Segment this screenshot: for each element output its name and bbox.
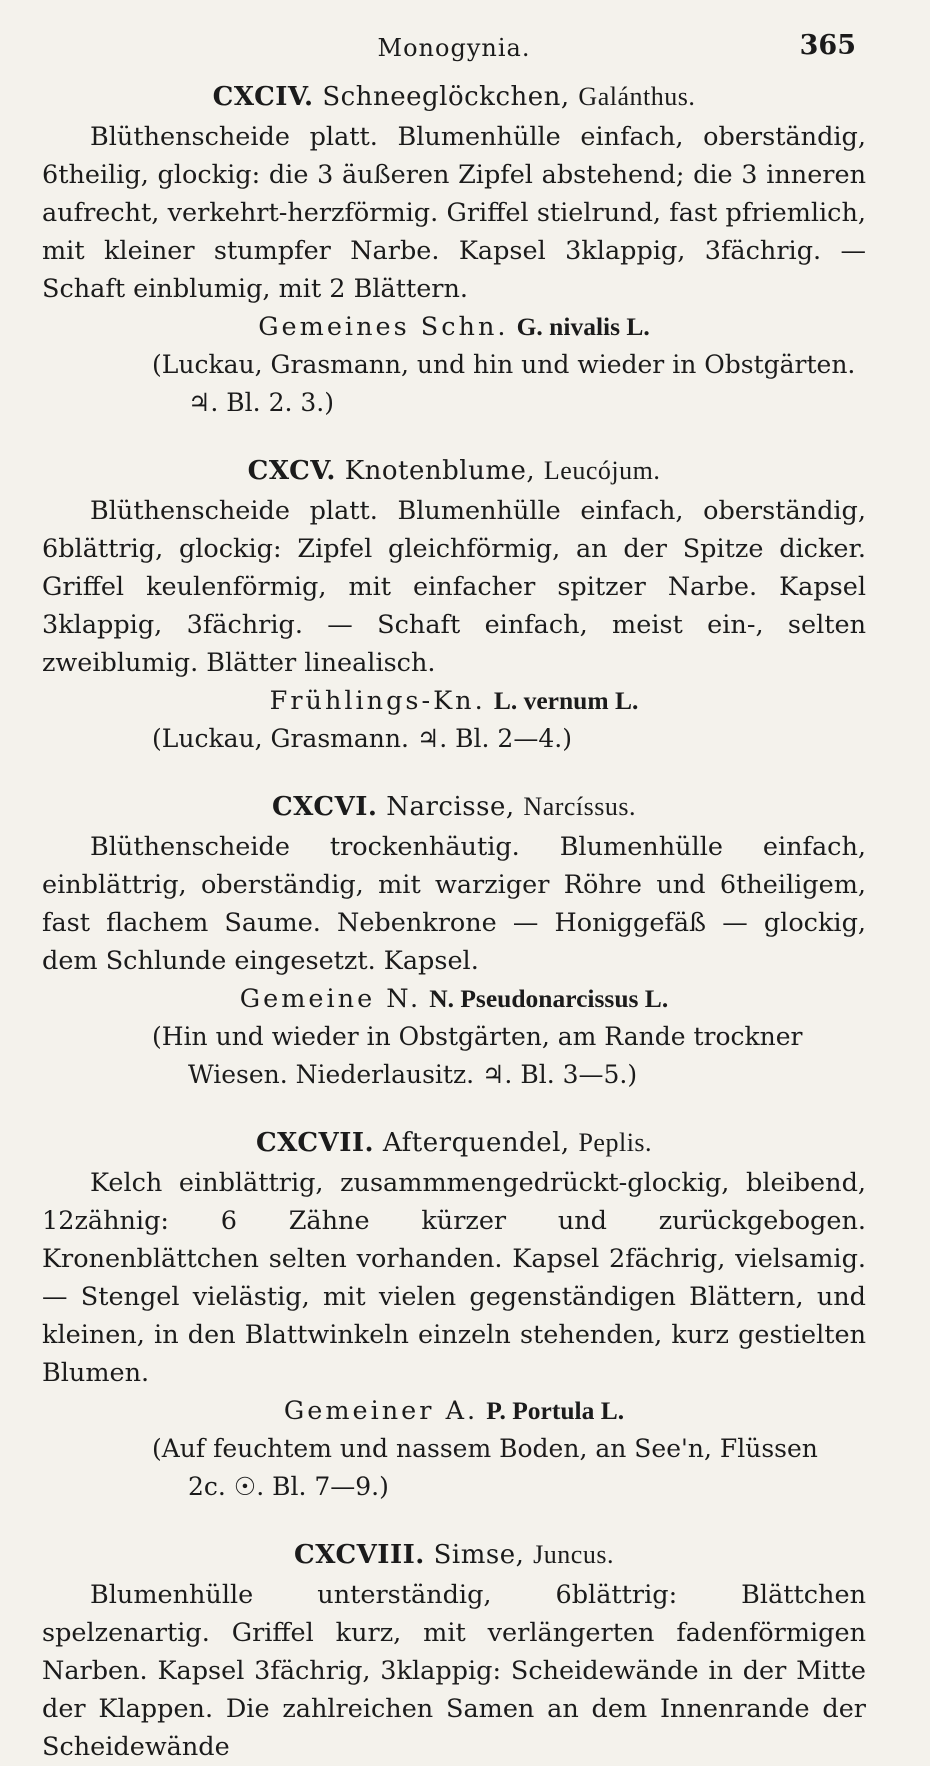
genus-german-name: Schneeglöckchen, <box>322 82 570 112</box>
genus-description: Blumenhülle unterständig, 6blättrig: Blättchen spelzenartig. Griffel kurz, mit verlängerten fadenförmigen Narben. Kapsel 3fächrig, 3klappig: Scheidewände in der Mitte der Klappen. Die zahlreichen Samen an dem Innenrande der Scheidewände <box>42 1580 866 1762</box>
genus-description: Blüthenscheide trockenhäutig. Blumenhülle einfach, einblättrig, oberständig, mit warziger Röhre und 6theiligem, fast flachem Saume. Nebenkrone — Honiggefäß — glockig, dem Schlunde eingesetzt. Kapsel. <box>42 832 866 976</box>
species-note: (Luckau, Grasmann. ♃. Bl. 2—4.) <box>152 724 572 753</box>
genus-heading <box>42 452 866 490</box>
page-body <box>42 78 866 1766</box>
species-german-name: Gemeiner A. <box>283 1396 479 1426</box>
species-latin-name: G. nivalis L. <box>516 312 650 341</box>
genus-latin-name: Peplis. <box>578 1128 653 1157</box>
genus-german-name: Knotenblume, <box>344 456 536 486</box>
genus-entry <box>42 78 866 422</box>
genus-heading <box>42 1124 866 1162</box>
species-german-name: Gemeines Schn. <box>258 312 509 342</box>
genus-latin-name: Juncus. <box>533 1540 614 1569</box>
genus-description: Blüthenscheide platt. Blumenhülle einfach, oberständig, 6theilig, glockig: die 3 äußeren Zipfel abstehend; die 3 inneren aufrecht, verkehrt-herzförmig. Griffel stielrund, fast pfriemlich, mit kleiner stumpfer Narbe. Kapsel 3klappig, 3fächrig. — Schaft einblumig, mit 2 Blättern. <box>42 122 866 304</box>
genus-german-name: Narcisse, <box>386 792 515 822</box>
species-note: (Luckau, Grasmann, und hin und wieder in Obstgärten. ♃. Bl. 2. 3.) <box>152 350 856 417</box>
genus-entry <box>42 1536 866 1766</box>
genus-german-name: Simse, <box>433 1540 525 1570</box>
species-note: (Auf feuchtem und nassem Boden, an See'n, Flüssen 2c. ☉. Bl. 7—9.) <box>152 1434 818 1501</box>
genus-heading <box>42 788 866 826</box>
genus-latin-name: Leucójum. <box>543 456 661 485</box>
genus-latin-name: Galánthus. <box>578 82 696 111</box>
species-latin-name: L. vernum L. <box>493 686 639 715</box>
species-german-name: Gemeine N. <box>239 984 422 1014</box>
genus-numeral: CXCVII. <box>255 1128 375 1158</box>
genus-heading <box>42 1536 866 1574</box>
genus-latin-name: Narcíssus. <box>523 792 637 821</box>
running-head <box>42 20 866 66</box>
species-note: (Hin und wieder in Obstgärten, am Rande trockner Wiesen. Niederlausitz. ♃. Bl. 3—5.) <box>152 1022 803 1089</box>
species-latin-name: P. Portula L. <box>486 1396 625 1425</box>
genus-heading <box>42 78 866 116</box>
genus-german-name: Afterquendel, <box>382 1128 570 1158</box>
genus-description: Blüthenscheide platt. Blumenhülle einfach, oberständig, 6blättrig, glockig: Zipfel gleichförmig, an der Spitze dicker. Griffel keulenförmig, mit einfacher spitzer Narbe. Kapsel 3klappig, 3fächrig. — Schaft einfach, meist ein-, selten zweiblumig. Blätter linealisch. <box>42 496 866 678</box>
genus-entry <box>42 452 866 758</box>
species-line <box>42 980 866 1018</box>
genus-numeral: CXCV. <box>247 456 336 486</box>
species-german-name: Frühlings-Kn. <box>269 686 486 716</box>
genus-description: Kelch einblättrig, zusammmengedrückt-glockig, bleibend, 12zähnig: 6 Zähne kürzer und zurückgebogen. Kronenblättchen selten vorhanden. Kapsel 2fächrig, vielsamig. — Stengel vielästig, mit vielen gegenständigen Blättern, und kleinen, in den Blattwinkeln einzeln stehenden, kurz gestielten Blumen. <box>42 1168 866 1388</box>
genus-entry <box>42 788 866 1094</box>
genus-entry <box>42 1124 866 1506</box>
running-title: Monogynia. <box>377 34 531 62</box>
species-line <box>42 1392 866 1430</box>
genus-numeral: CXCVIII. <box>294 1540 425 1570</box>
species-latin-name: N. Pseudonarcissus L. <box>429 984 669 1013</box>
genus-numeral: CXCVI. <box>271 792 378 822</box>
page-number: 365 <box>799 30 856 61</box>
species-line <box>42 682 866 720</box>
species-line <box>42 308 866 346</box>
genus-numeral: CXCIV. <box>212 82 314 112</box>
